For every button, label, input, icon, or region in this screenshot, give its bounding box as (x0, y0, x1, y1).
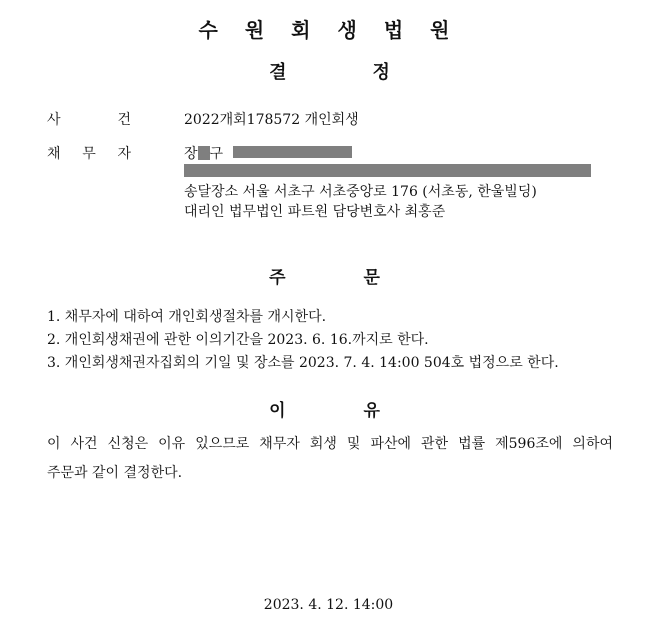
debtor-name-redaction (198, 146, 210, 160)
document-type-char: 정 (372, 62, 390, 83)
order-item: 3. 개인회생채권자집회의 기일 및 장소를 2023. 7. 4. 14:00 504호 법정으로 한다. (47, 355, 559, 371)
debtor-label-char: 무 (82, 146, 96, 162)
court-name-char: 생 (337, 18, 358, 42)
reason-text-line-1: 이 사건 신청은 이유 있으므로 채무자 회생 및 파산에 관한 법률 제596조에 의하여 (47, 436, 613, 452)
debtor-name-last: 구 (209, 146, 224, 162)
debtor-label (47, 143, 131, 163)
debtor-label-char: 자 (117, 146, 131, 162)
document-type-title (0, 58, 649, 84)
court-name-char: 원 (244, 18, 266, 42)
debtor-name-first: 장 (184, 146, 198, 162)
debtor-name (184, 143, 223, 163)
order-title-char: 주 (269, 268, 286, 288)
reason-title-char: 이 (269, 401, 286, 421)
document-type-char: 결 (269, 62, 287, 83)
court-name-char: 원 (430, 18, 451, 42)
court-name (0, 14, 649, 43)
service-address: 송달장소 서울 서초구 서초중앙로 176 (서초동, 한울빌딩) (184, 184, 537, 200)
reason-text-line-2: 주문과 같이 결정한다. (47, 465, 183, 481)
case-label (47, 109, 131, 129)
order-title-char: 문 (363, 268, 380, 288)
debtor-address-redaction (184, 164, 591, 177)
order-item: 1. 채무자에 대하여 개인회생절차를 개시한다. (47, 309, 327, 325)
case-number: 2022개회178572 개인회생 (184, 112, 359, 128)
order-item: 2. 개인회생채권에 관한 이의기간을 2023. 6. 16.까지로 한다. (47, 332, 429, 348)
court-name-char: 회 (291, 18, 312, 42)
court-name-char: 수 (198, 18, 219, 42)
case-label-char: 사 (47, 112, 61, 128)
reason-title (0, 396, 649, 421)
reason-title-char: 유 (363, 401, 380, 421)
decision-date: 2023. 4. 12. 14:00 (263, 597, 394, 613)
case-label-char: 건 (117, 112, 131, 128)
order-title (0, 263, 649, 288)
debtor-id-redaction (233, 146, 352, 158)
debtor-agent: 대리인 법무법인 파트원 담당변호사 최홍준 (184, 204, 446, 220)
court-name-char: 법 (383, 18, 405, 42)
debtor-label-char: 채 (47, 146, 61, 162)
